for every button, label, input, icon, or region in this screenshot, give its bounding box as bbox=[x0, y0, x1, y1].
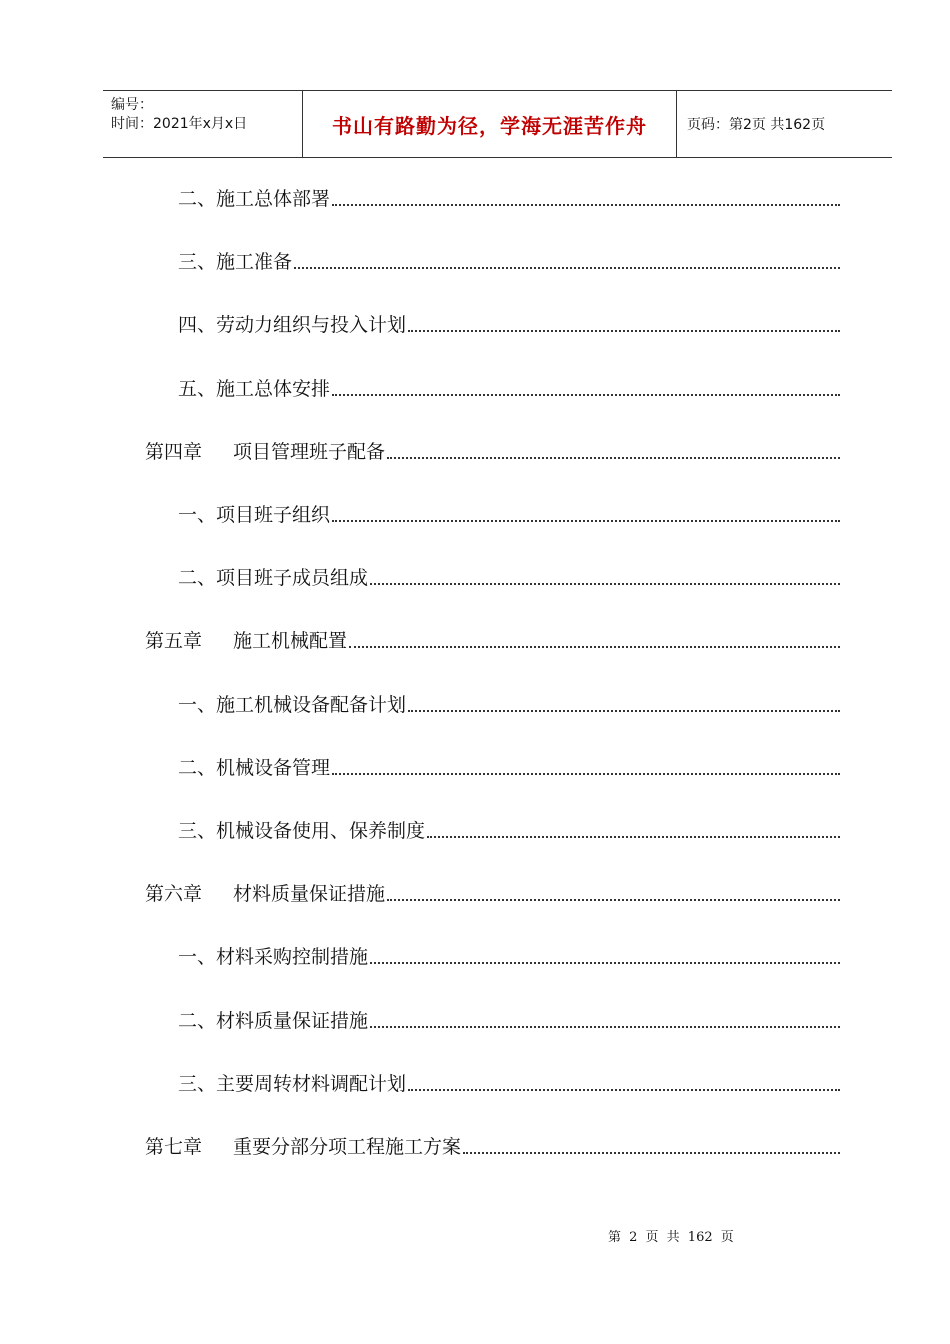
toc-section-entry[interactable] bbox=[178, 185, 840, 211]
toc-chapter-entry[interactable] bbox=[145, 880, 840, 906]
toc-chapter-entry[interactable] bbox=[145, 1133, 840, 1159]
toc-dot-leader bbox=[332, 204, 840, 206]
toc-section-entry[interactable] bbox=[178, 375, 840, 401]
toc-entry-label: 二、机械设备管理 bbox=[178, 757, 331, 779]
toc-dot-leader bbox=[332, 394, 840, 396]
toc-entry-label: 项目管理班子配备 bbox=[233, 441, 386, 463]
toc-section-entry[interactable] bbox=[178, 501, 840, 527]
toc-dot-leader bbox=[370, 583, 840, 585]
toc-entry-label: 二、材料质量保证措施 bbox=[178, 1010, 369, 1032]
toc-chapter-number: 第四章 bbox=[145, 441, 203, 463]
toc-entry-label: 五、施工总体安排 bbox=[178, 378, 331, 400]
page-footer: 第 2 页 共 162 页 bbox=[608, 1230, 734, 1245]
toc-entry-label: 一、材料采购控制措施 bbox=[178, 946, 369, 968]
toc-entry-label: 施工机械配置 bbox=[233, 630, 348, 652]
time-label: 时间：2021年x月x日 bbox=[111, 116, 248, 132]
toc-entry-label: 二、项目班子成员组成 bbox=[178, 567, 369, 589]
toc-chapter-number: 第五章 bbox=[145, 630, 203, 652]
toc-dot-leader bbox=[332, 520, 840, 522]
toc-section-entry[interactable] bbox=[178, 248, 840, 274]
serial-label: 编号： bbox=[111, 97, 153, 113]
page-code: 页码：第2页 共162页 bbox=[687, 117, 826, 133]
toc-entry-label: 材料质量保证措施 bbox=[233, 883, 386, 905]
toc-chapter-entry[interactable] bbox=[145, 627, 840, 653]
header-info-cell bbox=[103, 91, 303, 157]
toc-section-entry[interactable] bbox=[178, 943, 840, 969]
toc-entry-label: 三、主要周转材料调配计划 bbox=[178, 1073, 407, 1095]
toc-dot-leader bbox=[349, 646, 840, 648]
toc-section-entry[interactable] bbox=[178, 564, 840, 590]
toc-section-entry[interactable] bbox=[178, 817, 840, 843]
toc-section-entry[interactable] bbox=[178, 754, 840, 780]
toc-entry-label: 三、机械设备使用、保养制度 bbox=[178, 820, 426, 842]
toc-dot-leader bbox=[387, 457, 840, 459]
toc-dot-leader bbox=[332, 773, 840, 775]
toc-section-entry[interactable] bbox=[178, 311, 840, 337]
toc-section-entry[interactable] bbox=[178, 1070, 840, 1096]
toc-section-entry[interactable] bbox=[178, 1007, 840, 1033]
toc-dot-leader bbox=[370, 962, 840, 964]
header-motto-cell bbox=[303, 91, 677, 157]
toc-entry-label: 重要分部分项工程施工方案 bbox=[233, 1136, 462, 1158]
toc-dot-leader bbox=[294, 267, 840, 269]
toc-dot-leader bbox=[463, 1152, 840, 1154]
toc-dot-leader bbox=[427, 836, 840, 838]
header-page-cell bbox=[677, 91, 892, 157]
toc-dot-leader bbox=[370, 1026, 840, 1028]
toc-entry-label: 一、项目班子组织 bbox=[178, 504, 331, 526]
toc-dot-leader bbox=[408, 1089, 840, 1091]
toc-chapter-entry[interactable] bbox=[145, 438, 840, 464]
toc-entry-label: 二、施工总体部署 bbox=[178, 188, 331, 210]
toc-dot-leader bbox=[408, 330, 840, 332]
toc-entry-label: 一、施工机械设备配备计划 bbox=[178, 694, 407, 716]
toc-dot-leader bbox=[408, 710, 840, 712]
page-header bbox=[103, 90, 892, 158]
toc-chapter-number: 第六章 bbox=[145, 883, 203, 905]
toc-dot-leader bbox=[387, 899, 840, 901]
toc-entry-label: 四、劳动力组织与投入计划 bbox=[178, 314, 407, 336]
toc-chapter-number: 第七章 bbox=[145, 1136, 203, 1158]
toc-entry-label: 三、施工准备 bbox=[178, 251, 293, 273]
toc-section-entry[interactable] bbox=[178, 691, 840, 717]
motto-text: 书山有路勤为径，学海无涯苦作舟 bbox=[332, 113, 647, 138]
